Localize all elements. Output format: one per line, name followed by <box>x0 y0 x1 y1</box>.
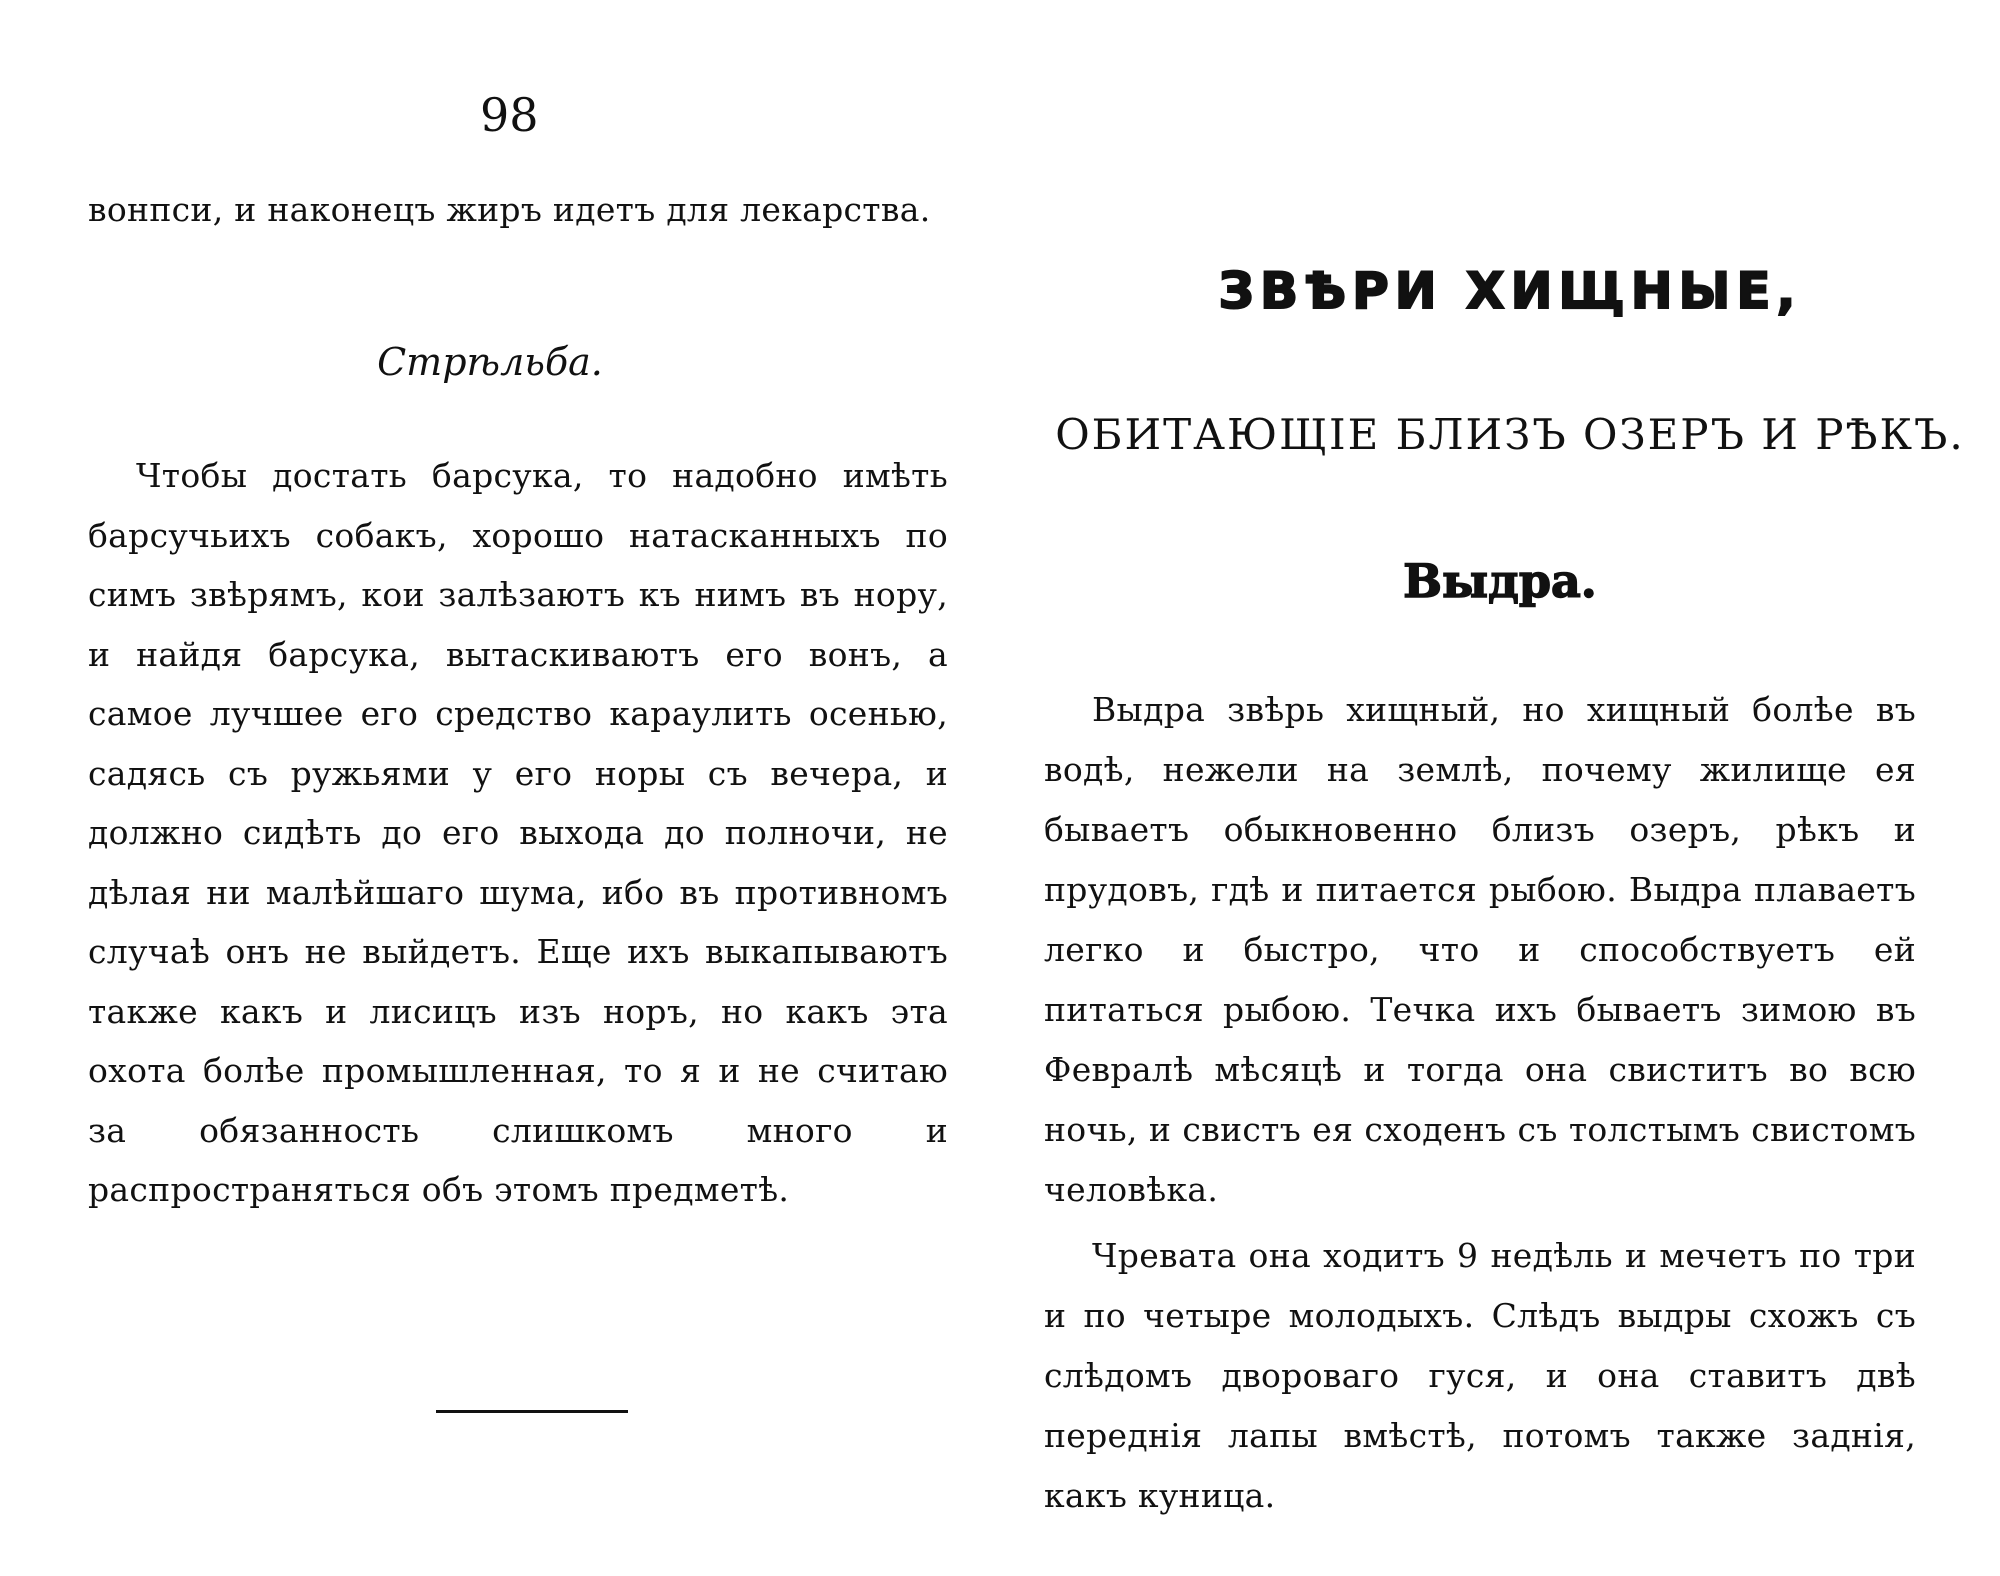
left-paragraph: Чтобы достать барсука, то надобно имѣть барсучьихъ собакъ, хорошо натасканныхъ по симъ звѣрямъ, кои залѣзаютъ къ нимъ въ нору, и найдя барсука, вытаскиваютъ его вонъ, а самое лучшее его средство караулить осенью, садясь съ ружьями у его норы съ вечера, и должно сидѣть до его выхода до полночи, не дѣлая ни малѣйшаго шума, ибо въ противномъ случаѣ онъ не выйдетъ. Еще ихъ выкапываютъ также какъ и лисицъ изъ норъ, но какъ эта охота болѣе промышленная, то я и не считаю за обязанность слишкомъ много и распространяться объ этомъ предметѣ. <box>88 456 948 1209</box>
right-text-block-1 <box>1044 680 1916 1220</box>
chapter-subtitle: ОБИТАЮЩІЕ БЛИЗЪ ОЗЕРЪ И РѢКЪ. <box>1055 410 1965 459</box>
right-paragraph-1: Выдра звѣрь хищный, но хищный болѣе въ водѣ, нежели на землѣ, почему жилище ея бываетъ обыкновенно близъ озеръ, рѣкъ и прудовъ, гдѣ и питается рыбою. Выдра плаваетъ легко и быстро, что и способствуетъ ей питаться рыбою. Течка ихъ бываетъ зимою въ Февралѣ мѣсяцѣ и тогда она свиститъ во всю ночь, и свистъ ея сходенъ съ толстымъ свистомъ человѣка. <box>1044 690 1916 1209</box>
right-text-block-2 <box>1044 1226 1916 1526</box>
left-main-text-block <box>88 446 948 1220</box>
section-heading: Стрѣльба. <box>377 340 603 384</box>
end-of-section-rule <box>436 1410 628 1413</box>
right-page <box>1000 0 2000 1576</box>
page-number: 98 <box>480 88 539 142</box>
continuation-text-block <box>88 180 948 240</box>
continuation-paragraph: вонпси, и наконецъ жиръ идетъ для лекарства. <box>88 190 931 229</box>
chapter-title: ЗВѢРИ ХИЩНЫЕ, <box>1218 262 1802 320</box>
right-paragraph-2: Чревата она ходитъ 9 недѣль и мечетъ по три и по четыре молодыхъ. Слѣдъ выдры схожъ съ слѣдомъ двороваго гуся, и она ставитъ двѣ переднія лапы вмѣстѣ, потомъ также заднія, какъ куница. <box>1044 1236 1916 1515</box>
article-heading: Выдра. <box>1403 554 1597 608</box>
left-page <box>0 0 980 1576</box>
